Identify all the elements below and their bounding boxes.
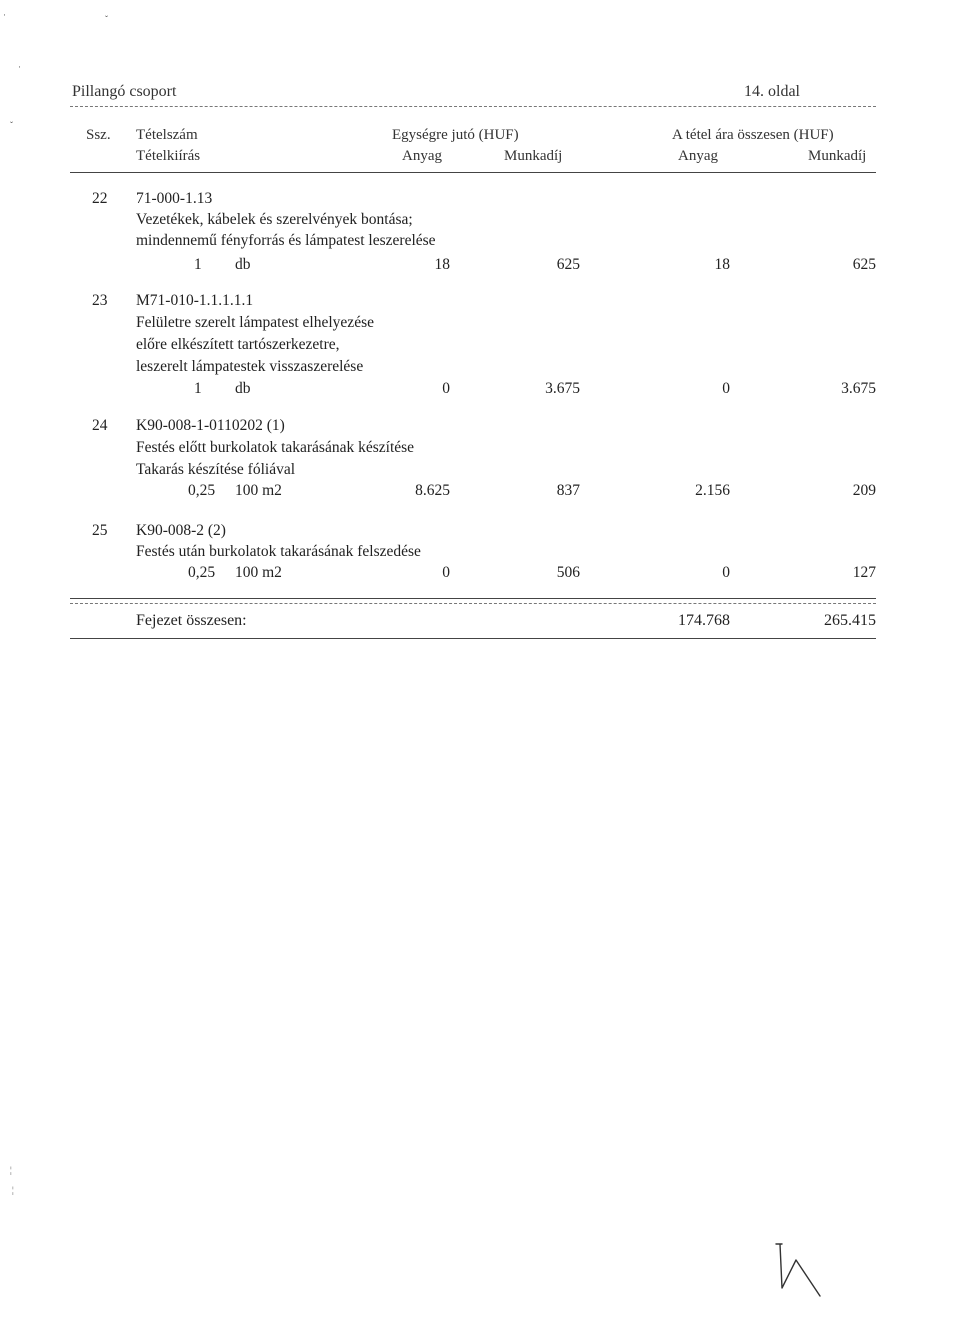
col-ssz: Ssz. (86, 127, 111, 143)
summary-labour: 265.415 (824, 612, 876, 629)
scan-speck: ¦ (12, 1185, 14, 1195)
col-item-desc: Tételkiírás (136, 148, 201, 164)
col-labour-total: Munkadíj (808, 148, 867, 164)
item-code: M71-010-1.1.1.1.1 (136, 292, 254, 309)
item-unit-labour: 837 (556, 482, 580, 499)
item-qty: 0,25 (188, 482, 216, 499)
scan-speck: · (18, 62, 21, 72)
item-text-line: Takarás készítése fóliával (136, 461, 296, 478)
col-total-price: A tétel ára összesen (HUF) (672, 127, 834, 143)
item-total-labour: 3.675 (841, 380, 876, 397)
item-text-line: Felületre szerelt lámpatest elhelyezése (136, 314, 374, 331)
item-unit: db (235, 380, 251, 397)
item-unit: 100 m2 (235, 564, 282, 581)
item-total-material: 0 (722, 564, 730, 581)
item-code: 71-000-1.13 (136, 190, 213, 207)
page-number: 14. oldal (744, 83, 800, 100)
col-labour: Munkadíj (504, 148, 563, 164)
item-qty: 1 (194, 380, 202, 397)
item-qty: 0,25 (188, 564, 216, 581)
col-material-total: Anyag (678, 148, 718, 164)
scan-speck: · (3, 10, 6, 20)
item-text-line: Vezetékek, kábelek és szerelvények bontása; (136, 211, 413, 228)
item-unit-material: 0 (442, 564, 450, 581)
item-qty: 1 (194, 256, 202, 273)
item-ssz: 24 (92, 417, 108, 434)
item-text-line: leszerelt lámpatestek visszaszerelése (136, 358, 364, 375)
item-text-line: Festés után burkolatok takarásának felszedése (136, 543, 421, 560)
item-ssz: 25 (92, 522, 108, 539)
col-material: Anyag (402, 148, 442, 164)
col-item-no: Tételszám (136, 127, 198, 143)
handwritten-mark (770, 1240, 830, 1300)
item-unit: 100 m2 (235, 482, 282, 499)
item-unit-material: 8.625 (415, 482, 450, 499)
item-text-line: mindennemű fényforrás és lámpatest leszerelése (136, 232, 436, 249)
item-total-material: 0 (722, 380, 730, 397)
summary-material: 174.768 (678, 612, 730, 629)
item-total-labour: 625 (852, 256, 876, 273)
item-total-material: 18 (714, 256, 730, 273)
item-ssz: 23 (92, 292, 108, 309)
item-unit-material: 18 (434, 256, 450, 273)
item-unit-labour: 506 (556, 564, 580, 581)
item-code: K90-008-1-0110202 (1) (136, 417, 285, 434)
item-ssz: 22 (92, 190, 108, 207)
item-text-line: előre elkészített tartószerkezetre, (136, 336, 340, 353)
item-unit-labour: 3.675 (545, 380, 580, 397)
company-name: Pillangó csoport (72, 83, 177, 100)
scan-speck: ¦ (10, 1165, 12, 1175)
scan-speck: ˇ (105, 14, 108, 24)
item-unit-labour: 625 (556, 256, 580, 273)
item-unit-material: 0 (442, 380, 450, 397)
item-total-material: 2.156 (695, 482, 730, 499)
columns-divider (70, 172, 876, 173)
col-unit-price: Egységre jutó (HUF) (392, 127, 519, 143)
scan-speck: ˇ (10, 120, 13, 130)
summary-label: Fejezet összesen: (136, 612, 247, 629)
header-divider (70, 106, 876, 107)
summary-top-rule (70, 598, 876, 599)
item-total-labour: 209 (852, 482, 876, 499)
item-text-line: Festés előtt burkolatok takarásának készítése (136, 439, 415, 456)
summary-top-rule-2 (70, 603, 876, 604)
item-total-labour: 127 (852, 564, 876, 581)
summary-bottom-rule (70, 638, 876, 639)
item-unit: db (235, 256, 251, 273)
item-code: K90-008-2 (2) (136, 522, 226, 539)
